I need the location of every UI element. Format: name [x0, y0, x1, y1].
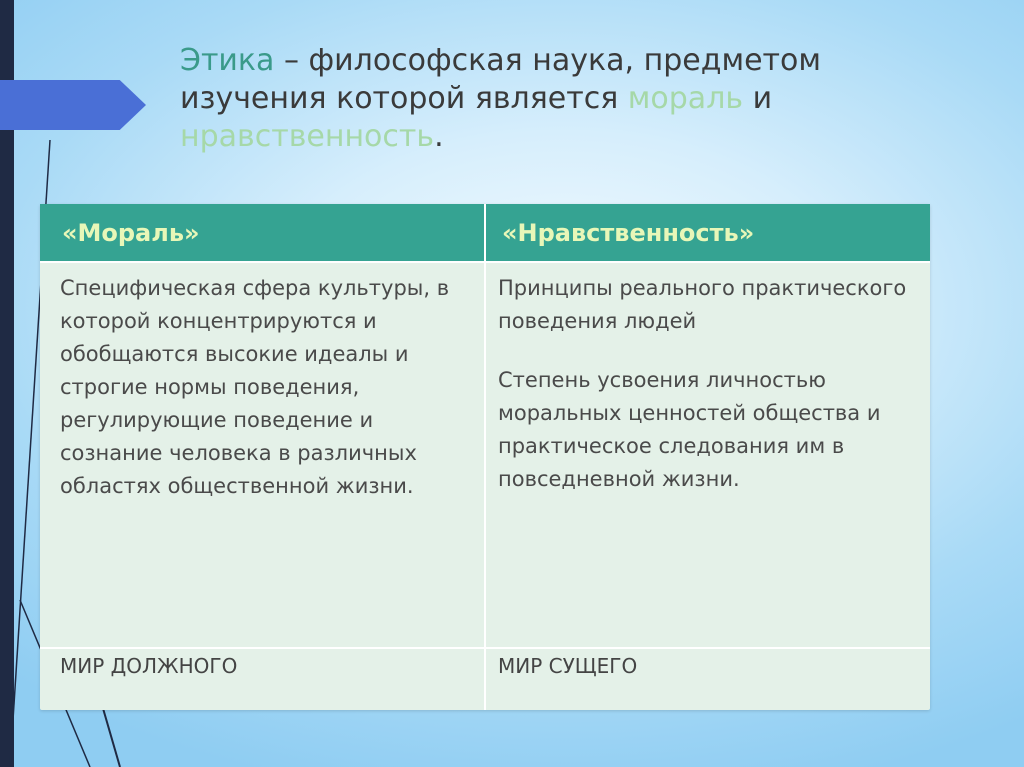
- title-and: и: [743, 81, 773, 116]
- title-term-etika: Этика: [180, 43, 275, 78]
- title-text-2: изучения которой является: [180, 81, 628, 116]
- footer-divider: [40, 647, 930, 649]
- slide-title: [180, 42, 1000, 156]
- footer-moral: МИР ДОЛЖНОГО: [60, 654, 238, 678]
- column-divider: [484, 204, 486, 710]
- title-period: .: [434, 119, 444, 154]
- comparison-table: [40, 204, 930, 710]
- arrow-decoration: [0, 80, 146, 130]
- nravstvennost-definition: [498, 272, 923, 496]
- header-divider: [40, 261, 930, 263]
- header-moral: «Мораль»: [40, 204, 484, 261]
- nravstvennost-definition-2: Степень усвоения личностью моральных ценностей общества и практическое следования им в повседневной жизни.: [498, 368, 881, 491]
- moral-definition: Специфическая сфера культуры, в которой концентрируются и обобщаются высокие идеалы и строгие нормы поведения, регулирующие поведение и сознание человека в различных областях общественной жизни.: [60, 276, 450, 498]
- header-nravstvennost: «Нравственность»: [486, 204, 930, 261]
- title-term-nravstvennost: нравственность: [180, 119, 435, 154]
- title-term-moral: мораль: [627, 81, 744, 116]
- title-text-1: – философская наука, предметом: [274, 43, 821, 78]
- footer-nravstvennost: МИР СУЩЕГО: [498, 654, 638, 678]
- nravstvennost-definition-1: Принципы реального практического поведения людей: [498, 276, 907, 333]
